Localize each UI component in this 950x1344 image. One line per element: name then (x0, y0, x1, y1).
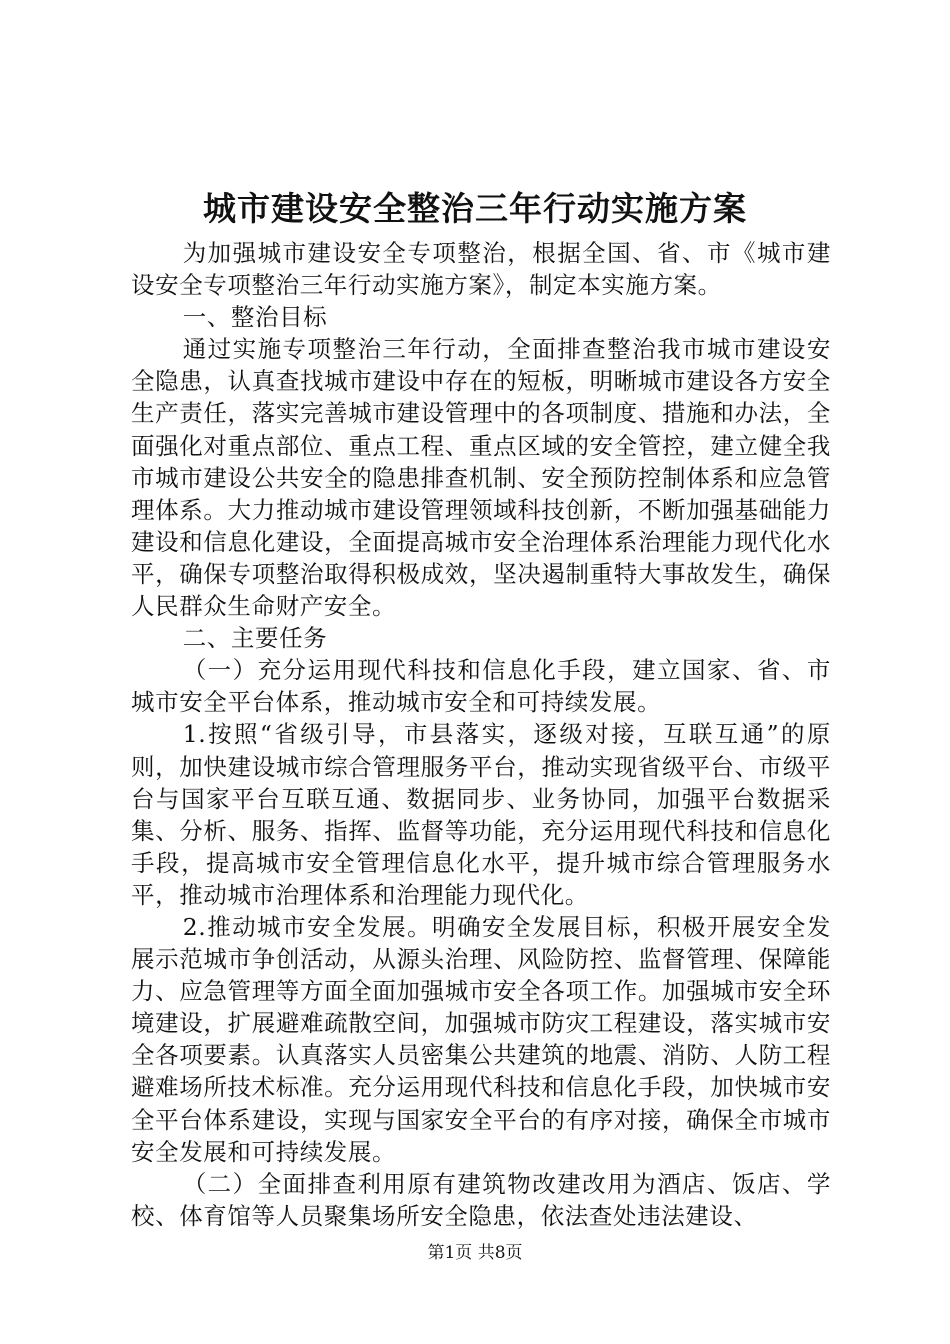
task-1-item-2-paragraph: 2.推动城市安全发展。明确安全发展目标，积极开展安全发展示范城市争创活动，从源头治理、风险防控、监督管理、保障能力、应急管理等方面全面加强城市安全各项工作。加强城市安全环境建设，扩展避难疏散空间，加强城市防灾工程建设，落实城市安全各项要素。认真落实人员密集公共建筑的地震、消防、人防工程避难场所技术标准。充分运用现代科技和信息化手段，加快城市安全平台体系建设，实现与国家安全平台的有序对接，确保全市城市安全发展和可持续发展。 (131, 912, 831, 1166)
goals-paragraph: 通过实施专项整治三年行动，全面排查整治我市城市建设安全隐患，认真查找城市建设中存在的短板，明晰城市建设各方安全生产责任，落实完善城市建设管理中的各项制度、措施和办法，全面强化对重点部位、重点工程、重点区域的安全管控，建立健全我市城市建设公共安全的隐患排查机制、安全预防控制体系和应急管理体系。大力推动城市建设管理领域科技创新，不断加强基础能力建设和信息化建设，全面提高城市安全治理体系治理能力现代化水平，确保专项整治取得积极成效，坚决遏制重特大事故发生，确保人民群众生命财产安全。 (131, 335, 831, 621)
task-1-item-1-paragraph: 1.按照“省级引导，市县落实，逐级对接，互联互通”的原则，加快建设城市综合管理服务平台，推动实现省级平台、市级平台与国家平台互联互通、数据同步、业务协同，加强平台数据采集、分析、服务、指挥、监督等功能，充分运用现代科技和信息化手段，提高城市安全管理信息化水平，提升城市综合管理服务水平，推动城市治理体系和治理能力现代化。 (131, 720, 831, 909)
task-1-paragraph: （一）充分运用现代科技和信息化手段，建立国家、省、市城市安全平台体系，推动城市安全和可持续发展。 (131, 656, 831, 717)
document-body (131, 237, 831, 1232)
page-number-footer: 第1页 共8页 (427, 1243, 523, 1263)
document-title: 城市建设安全整治三年行动实施方案 (203, 189, 747, 228)
intro-paragraph: 为加强城市建设安全专项整治，根据全国、省、市《城市建设安全专项整治三年行动实施方案》，制定本实施方案。 (131, 239, 831, 300)
section-heading-goals: 一、整治目标 (182, 303, 328, 332)
section-heading-tasks: 二、主要任务 (182, 624, 328, 653)
task-2-paragraph: （二）全面排查利用原有建筑物改建改用为酒店、饭店、学校、体育馆等人员聚集场所安全隐患，依法查处违法建设、 (131, 1169, 831, 1230)
